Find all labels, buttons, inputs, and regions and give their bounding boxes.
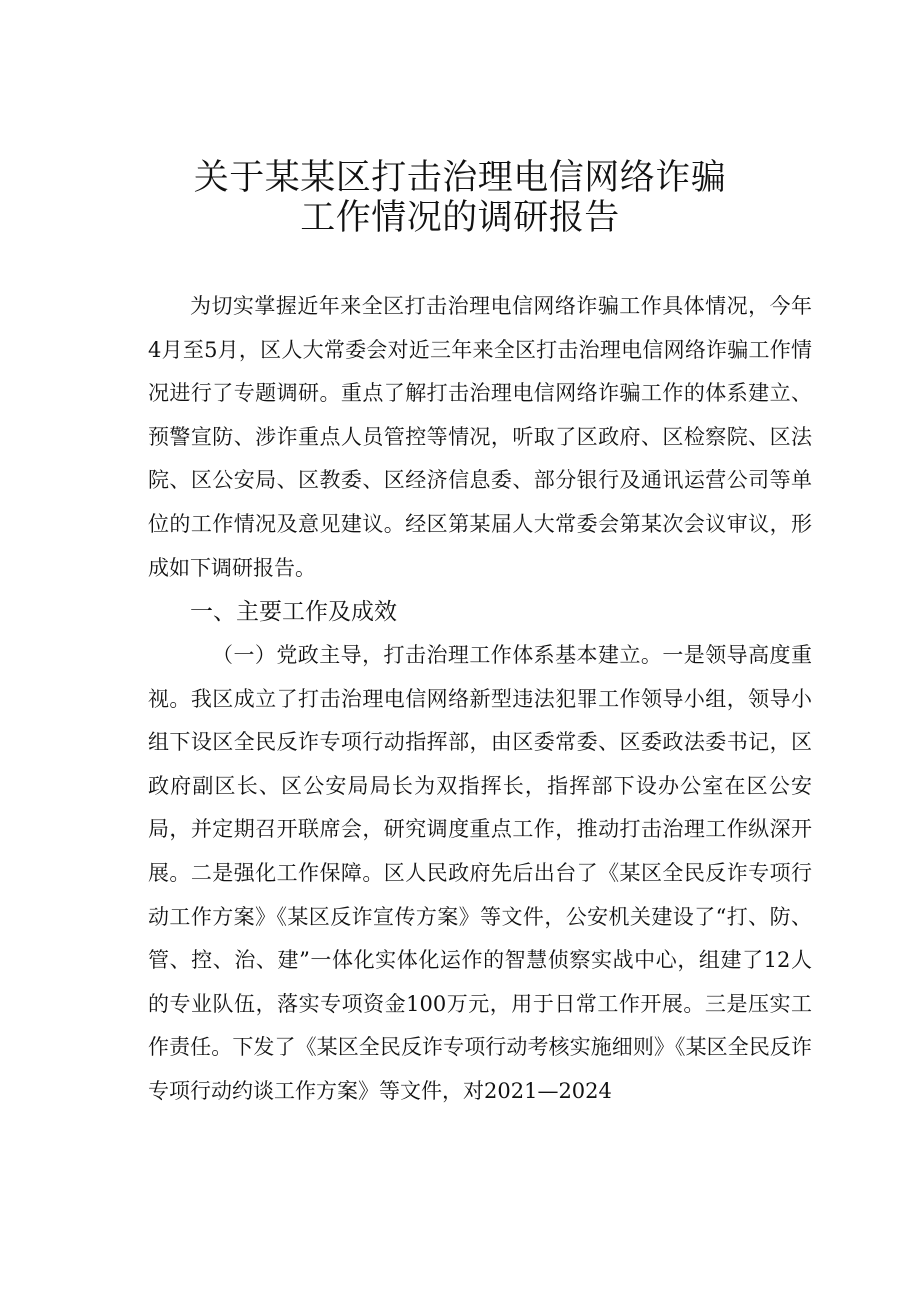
section-heading-main-work: 一、主要工作及成效 [190, 599, 397, 625]
section-1-body [148, 634, 812, 1114]
intro-section [148, 285, 812, 590]
document-title-line-2: 工作情况的调研报告 [300, 198, 620, 238]
intro-paragraph: 为切实掌握近年来全区打击治理电信网络诈骗工作具体情况，今年4月至5月，区人大常委会对近三年来全区打击治理电信网络诈骗工作情况进行了专题调研。重点了解打击治理电信网络诈骗工作的体系建立、预警宣防、涉诈重点人员管控等情况，听取了区政府、区检察院、区法院、区公安局、区教委、区经济信息委、部分银行及通讯运营公司等单位的工作情况及意见建议。经区第某届人大常委会第某次会议审议，形成如下调研报告。 [148, 294, 812, 580]
section-1-paragraph: （一）党政主导，打击治理工作体系基本建立。一是领导高度重视。我区成立了打击治理电信网络新型违法犯罪工作领导小组，领导小组下设区全民反诈专项行动指挥部，由区委常委、区委政法委书记，区政府副区长、区公安局局长为双指挥长，指挥部下设办公室在区公安局，并定期召开联席会，研究调度重点工作，推动打击治理工作纵深开展。二是强化工作保障。区人民政府先后出台了《某区全民反诈专项行动工作方案》《某区反诈宣传方案》等文件，公安机关建设了“打、防、管、控、治、建”一体化实体化运作的智慧侦察实战中心，组建了12人的专业队伍，落实专项资金100万元，用于日常工作开展。三是压实工作责任。下发了《某区全民反诈专项行动考核实施细则》《某区全民反诈专项行动约谈工作方案》等文件，对2021—2024 [148, 643, 812, 1103]
document-title-line-1: 关于某某区打击治理电信网络诈骗 [193, 158, 727, 198]
